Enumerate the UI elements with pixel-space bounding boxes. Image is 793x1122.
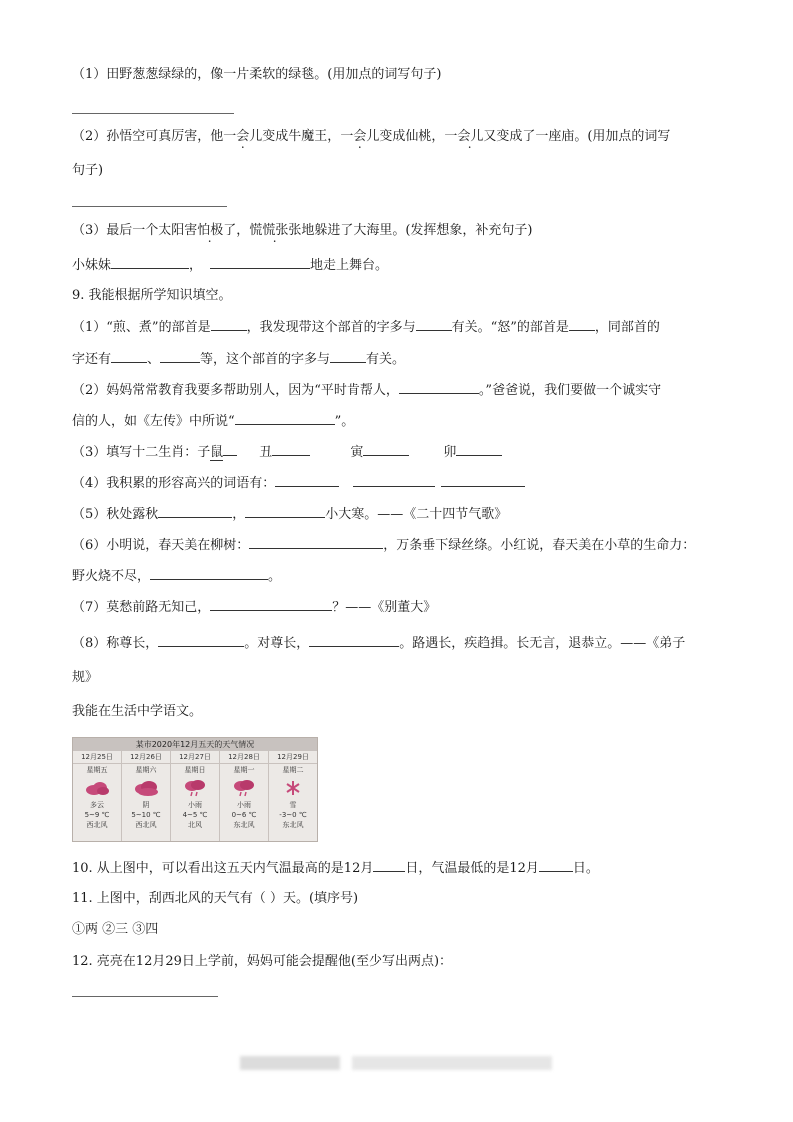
q9-text: 卯 xyxy=(443,445,457,460)
weather-temp: 4~5 ℃ xyxy=(182,811,208,819)
q9-text: 。路遇长，疾趋揖。长无言，退恭立。——《弟子 xyxy=(399,636,686,651)
blank[interactable] xyxy=(363,443,409,456)
section-title: 我能在生活中学语文。 xyxy=(72,704,203,719)
blank[interactable] xyxy=(249,536,383,549)
blank[interactable] xyxy=(353,474,435,487)
answer-line xyxy=(72,113,234,114)
weather-day xyxy=(73,751,122,841)
blank[interactable] xyxy=(111,256,189,269)
q9-text: （5）秋处露秋 xyxy=(72,507,159,522)
q9-sub1 xyxy=(72,318,660,337)
weather-temp: 0~6 ℃ xyxy=(231,811,257,819)
weather-day xyxy=(171,751,220,841)
weather-temp: 5~10 ℃ xyxy=(131,811,161,819)
fill-text: 小妹妹 xyxy=(72,258,112,273)
q8-sub1 xyxy=(72,66,441,84)
weather-day xyxy=(220,751,269,841)
q9-sub8 xyxy=(72,634,685,653)
fill-text: ， xyxy=(189,258,203,273)
q9-text: （2）妈妈常常教育我要多帮助别人，因为“平时肯帮人， xyxy=(72,383,399,398)
q9-text: 小大寒。——《二十四节气歌》 xyxy=(325,507,508,522)
q9-title: 9. 我能根据所学知识填空。 xyxy=(72,288,232,303)
blank[interactable] xyxy=(158,634,244,647)
weather-temp: -3~0 ℃ xyxy=(279,811,307,819)
q9-text: 。 xyxy=(268,569,282,584)
blank[interactable] xyxy=(235,412,335,425)
blank[interactable] xyxy=(441,474,525,487)
blank[interactable] xyxy=(539,859,573,872)
q9-text: （7）莫愁前路无知己， xyxy=(72,600,211,615)
q12: 12. 亮亮在12月29日上学前，妈妈可能会提醒他(至少写出两点)： xyxy=(72,954,453,969)
q9-sub5 xyxy=(72,505,507,524)
q8-sub3 xyxy=(72,222,532,240)
q8-sub2-text: 变成了一座庙。(用加点的词写 xyxy=(496,129,671,144)
q9-text: （4）我积累的形容高兴的词语有： xyxy=(72,476,276,491)
weather-condition: 多云 xyxy=(90,801,104,809)
q9-text: 寅 xyxy=(350,445,364,460)
q9-text: 。”爸爸说，我们要做一个诚实守 xyxy=(478,383,662,398)
footer-watermark xyxy=(352,1056,552,1070)
blank[interactable] xyxy=(272,443,310,456)
weather-weekday: 星期日 xyxy=(184,766,206,774)
blank[interactable] xyxy=(210,598,332,611)
q9-sub4 xyxy=(72,474,525,493)
q9-text: 字还有 xyxy=(72,352,112,367)
weather-day xyxy=(122,751,171,841)
q9-text: 有关。 xyxy=(366,352,406,367)
q9-sub8-line2: 规》 xyxy=(72,670,99,685)
q10-text: 日，气温最低的是12月 xyxy=(405,861,539,876)
q8-sub2-text: 变成仙桃， xyxy=(379,129,445,144)
weather-date: 12月25日 xyxy=(73,751,121,764)
weather-columns xyxy=(73,751,317,841)
q11: 11. 上图中，刮西北风的天气有（ ）天。(填序号) xyxy=(72,891,359,906)
q10-text: 日。 xyxy=(572,861,599,876)
q9-sub1-line2 xyxy=(72,350,405,369)
q9-text: ，万条垂下绿丝绦。小红说，春天美在小草的生命力： xyxy=(383,538,696,553)
blank[interactable] xyxy=(456,443,502,456)
q9-text: （3）填写十二生肖：子 xyxy=(72,445,211,460)
blank[interactable] xyxy=(275,474,339,487)
answer-line xyxy=(72,996,218,997)
rain-icon xyxy=(220,776,268,800)
weather-photo xyxy=(72,737,318,842)
dotted-word: 一会儿又 xyxy=(444,129,497,144)
q9-text: （1）“煎、煮”的部首是 xyxy=(72,320,211,335)
blank[interactable] xyxy=(111,350,147,363)
q9-sub6-line2 xyxy=(72,567,281,586)
blank[interactable] xyxy=(330,350,366,363)
q9-text: （8）称尊长， xyxy=(72,636,159,651)
weather-wind: 东北风 xyxy=(282,821,304,829)
dotted-word: 一会儿 xyxy=(223,129,263,144)
blank[interactable] xyxy=(211,318,247,331)
answer-line xyxy=(72,206,227,207)
q9-text: 等，这个部首的字多与 xyxy=(200,352,331,367)
q9-text: 有关。“怒”的部首是 xyxy=(451,320,569,335)
q9-text: 。对尊长， xyxy=(244,636,310,651)
q9-text: ？——《别董大》 xyxy=(332,600,437,615)
q9-text: ， xyxy=(232,507,246,522)
footer-watermark xyxy=(240,1056,340,1070)
q9-text: 、 xyxy=(147,352,161,367)
weather-temp: 5~9 ℃ xyxy=(84,811,110,819)
q8-sub2-line2: 句子) xyxy=(72,163,104,178)
weather-wind: 西北风 xyxy=(86,821,108,829)
q8-sub2-text: （2）孙悟空可真厉害，他 xyxy=(72,129,224,144)
weather-date: 12月27日 xyxy=(171,751,219,764)
q9-text: 信的人，如《左传》中所说“ xyxy=(72,414,235,429)
q9-sub2-line2 xyxy=(72,412,354,431)
q8-sub2 xyxy=(72,128,670,146)
blank[interactable] xyxy=(245,505,325,518)
q10-text: 10. 从上图中，可以看出这五天内气温最高的是12月 xyxy=(72,861,374,876)
fill-text: 地走上舞台。 xyxy=(310,258,389,273)
weather-wind: 西北风 xyxy=(135,821,157,829)
q11-options: ①两 ②三 ③四 xyxy=(72,922,159,937)
blank[interactable] xyxy=(160,350,200,363)
q9-text: ，同部首的 xyxy=(594,320,660,335)
dotted-word: 慌慌张张 xyxy=(249,223,302,238)
blank xyxy=(223,443,237,456)
cloud-icon xyxy=(73,776,121,800)
q9-text: 野火烧不尽， xyxy=(72,569,151,584)
q9-text: ，我发现带这个部首的字多与 xyxy=(246,320,416,335)
weather-date: 12月29日 xyxy=(269,751,317,764)
weather-weekday: 星期六 xyxy=(135,766,157,774)
weather-weekday: 星期一 xyxy=(233,766,255,774)
q8-sub3-text: 地躲进了大海里。(发挥想象，补充句子) xyxy=(301,223,533,238)
weather-title: 某市2020年12月五天的天气情况 xyxy=(73,738,317,751)
weather-date: 12月28日 xyxy=(220,751,268,764)
example-answer: 鼠 xyxy=(210,445,224,460)
blank[interactable] xyxy=(373,859,405,872)
weather-wind: 东北风 xyxy=(233,821,255,829)
weather-condition: 小雨 xyxy=(237,801,251,809)
weather-condition: 小雨 xyxy=(188,801,202,809)
overcast-icon xyxy=(122,776,170,800)
weather-condition: 阴 xyxy=(142,801,150,809)
weather-condition: 雪 xyxy=(289,801,297,809)
weather-day xyxy=(269,751,317,841)
q8-sub3-fill xyxy=(72,256,388,275)
snow-icon xyxy=(269,776,317,800)
q9-sub6 xyxy=(72,536,695,555)
dotted-word: 害怕极了 xyxy=(184,223,237,238)
blank[interactable] xyxy=(309,634,399,647)
q8-sub3-text: （3）最后一个太阳 xyxy=(72,223,185,238)
blank[interactable] xyxy=(150,567,268,580)
q8-sub2-text: 变成牛魔王， xyxy=(262,129,341,144)
blank[interactable] xyxy=(416,318,452,331)
weather-date: 12月26日 xyxy=(122,751,170,764)
blank[interactable] xyxy=(399,381,479,394)
q9-text: （6）小明说，春天美在柳树： xyxy=(72,538,250,553)
blank[interactable] xyxy=(158,505,232,518)
q9-sub7 xyxy=(72,598,436,617)
blank[interactable] xyxy=(569,318,595,331)
q9-sub2 xyxy=(72,381,661,400)
q8-sub1-text: （1）田野葱葱绿绿的，像一片柔软的绿毯。(用加点的词写句子) xyxy=(72,67,442,82)
weather-weekday: 星期二 xyxy=(282,766,304,774)
q8-sub3-text: ， xyxy=(236,223,250,238)
rain-icon xyxy=(171,776,219,800)
blank[interactable] xyxy=(210,256,310,269)
weather-weekday: 星期五 xyxy=(86,766,108,774)
q9-text: 丑 xyxy=(259,445,273,460)
dotted-word: 一会儿 xyxy=(340,129,380,144)
weather-wind: 北风 xyxy=(188,821,202,829)
q9-text: ”。 xyxy=(334,414,355,429)
q9-sub3 xyxy=(72,443,502,462)
q10 xyxy=(72,859,599,878)
